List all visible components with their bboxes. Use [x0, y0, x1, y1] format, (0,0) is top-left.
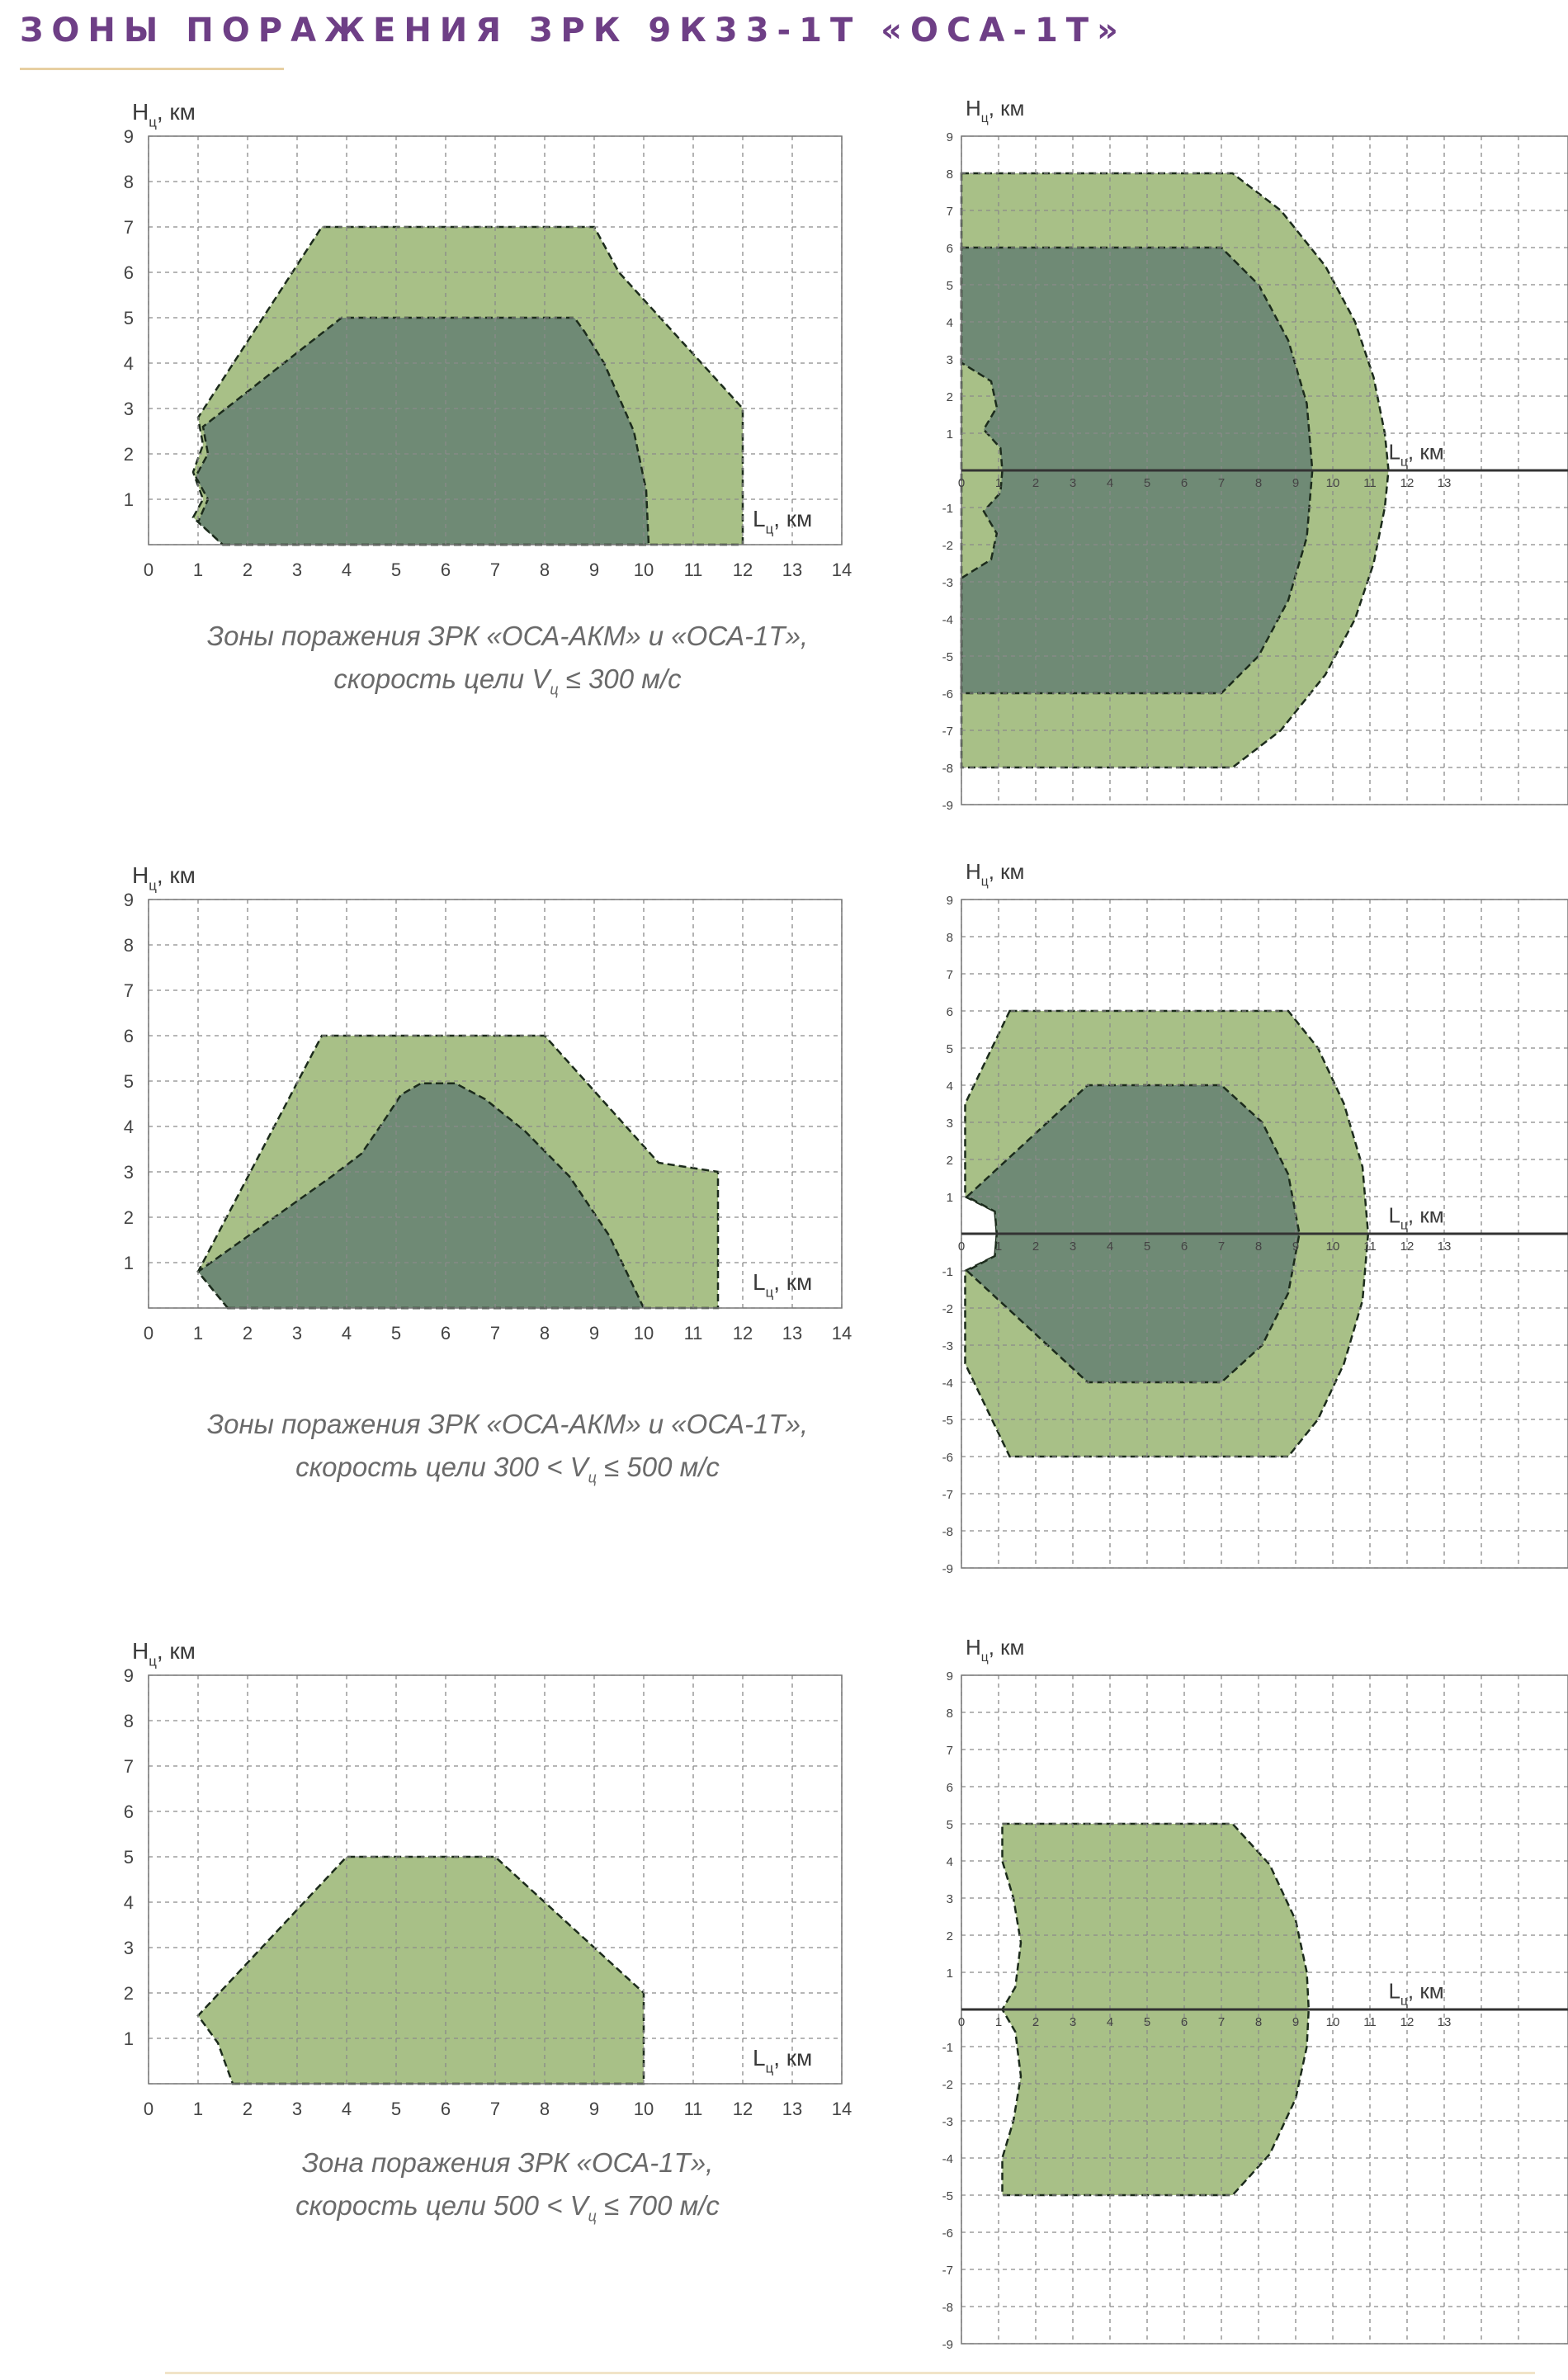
x-tick-label: 2: [1032, 2015, 1040, 2029]
y-tick-label: 2: [946, 1929, 953, 1943]
y-tick-label: 9: [946, 894, 953, 908]
x-tick-label: 2: [1032, 476, 1040, 490]
x-tick-label: 8: [539, 1323, 550, 1343]
y-tick-label: 1: [946, 427, 953, 442]
y-tick-label: -7: [942, 2264, 953, 2278]
chart-horizontal-3: [912, 1630, 1568, 2377]
x-tick-label: 8: [539, 2099, 550, 2119]
y-tick-label: 1: [123, 2028, 134, 2049]
y-tick-label: -9: [942, 2338, 953, 2352]
x-tick-label: 5: [390, 1323, 402, 1343]
caption-3-line2: [107, 2184, 908, 2238]
y-tick-label: 4: [123, 1892, 134, 1913]
y-tick-label: 3: [946, 353, 953, 367]
caption-2-post: ≤ 500 м/с: [596, 1452, 720, 1482]
x-tick-label: 3: [1069, 2015, 1077, 2029]
x-tick-label: 2: [242, 2099, 253, 2119]
y-tick-label: 9: [123, 126, 134, 147]
y-tick-label: 8: [946, 168, 953, 182]
caption-3-pre: скорость цели 500 < V: [295, 2190, 588, 2221]
caption-1-pre: скорость цели V: [333, 663, 550, 694]
y-tick-label: 8: [123, 1711, 134, 1731]
x-tick-label: 4: [1106, 476, 1114, 490]
caption-3-line1: Зона поражения ЗРК «ОСА-1Т»,: [301, 2147, 714, 2178]
x-tick-label: 1: [994, 476, 1003, 490]
x-tick-label: 5: [390, 2099, 402, 2119]
page-title: ЗОНЫ ПОРАЖЕНИЯ ЗРК 9К33-1Т «ОСА-1Т»: [20, 12, 1126, 50]
y-tick-label: 7: [946, 205, 953, 219]
y-tick-label: 8: [946, 1707, 953, 1721]
x-tick-label: 11: [1363, 2015, 1377, 2029]
y-tick-label: 2: [946, 390, 953, 404]
caption-2-line1: Зоны поражения ЗРК «ОСА-АКМ» и «ОСА-1Т»,: [206, 1409, 809, 1439]
y-tick-label: 4: [123, 1117, 134, 1137]
x-tick-label: 14: [831, 2099, 852, 2119]
x-tick-label: 3: [291, 2099, 303, 2119]
y-tick-label: -6: [942, 1451, 953, 1465]
caption-2-line2: [107, 1446, 908, 1499]
y-tick-label: 9: [946, 130, 953, 144]
chart-vertical-3: [107, 1630, 933, 2125]
y-tick-label: -9: [942, 1562, 953, 1576]
caption-1-line1: Зоны поражения ЗРК «ОСА-АКМ» и «ОСА-1Т»,: [206, 621, 809, 651]
x-tick-label: 13: [1437, 1240, 1452, 1254]
caption-3-post: ≤ 700 м/с: [596, 2190, 720, 2221]
x-tick-label: 6: [440, 560, 451, 580]
x-tick-label: 7: [489, 1323, 501, 1343]
y-tick-label: 4: [946, 316, 953, 330]
x-tick-label: 1: [192, 1323, 204, 1343]
y-tick-label: 2: [123, 1207, 134, 1228]
caption-1-post: ≤ 300 м/с: [558, 663, 682, 694]
x-tick-label: 6: [1180, 476, 1188, 490]
x-tick-label: 13: [782, 1323, 803, 1343]
caption-2-pre: скорость цели 300 < V: [295, 1452, 588, 1482]
y-tick-label: 5: [123, 1071, 134, 1092]
y-tick-label: -3: [942, 2115, 953, 2129]
y-tick-label: 7: [123, 980, 134, 1001]
x-tick-label: 12: [732, 560, 753, 580]
x-tick-label: 8: [1254, 1240, 1263, 1254]
x-tick-label: 7: [489, 2099, 501, 2119]
x-tick-label: 7: [1217, 2015, 1226, 2029]
x-tick-label: 1: [192, 2099, 204, 2119]
x-tick-label: 0: [957, 476, 966, 490]
x-tick-label: 1: [994, 1240, 1003, 1254]
x-tick-label: 12: [1400, 476, 1415, 490]
x-tick-label: 1: [994, 2015, 1003, 2029]
caption-3: [107, 2142, 908, 2238]
x-tick-label: 6: [440, 2099, 451, 2119]
x-tick-label: 7: [1217, 1240, 1226, 1254]
y-tick-label: 9: [123, 1665, 134, 1686]
x-tick-label: 12: [732, 1323, 753, 1343]
caption-2: [107, 1403, 908, 1499]
y-tick-label: 3: [123, 1162, 134, 1183]
x-tick-label: 0: [143, 2099, 154, 2119]
x-tick-label: 4: [341, 560, 352, 580]
y-axis-label: $H_ц$, км: [966, 1635, 1025, 1665]
x-tick-label: 11: [683, 1323, 703, 1343]
x-tick-label: 6: [1180, 1240, 1188, 1254]
x-tick-label: 13: [1437, 2015, 1452, 2029]
x-tick-label: 12: [1400, 2015, 1415, 2029]
x-tick-label: 9: [1292, 476, 1300, 490]
y-tick-label: 7: [123, 217, 134, 238]
y-tick-label: 1: [123, 489, 134, 510]
x-tick-label: 9: [588, 1323, 600, 1343]
caption-2-sub: ц: [588, 1469, 597, 1486]
x-tick-label: 9: [1292, 2015, 1300, 2029]
y-tick-label: -8: [942, 2301, 953, 2315]
y-tick-label: 6: [946, 242, 953, 256]
x-axis-label: $L_ц$, км: [753, 506, 813, 537]
y-tick-label: 6: [946, 1781, 953, 1795]
y-tick-label: 4: [946, 1079, 953, 1093]
x-axis-label: $L_ц$, км: [1388, 1202, 1444, 1233]
x-tick-label: 12: [1400, 1240, 1415, 1254]
x-tick-label: 2: [242, 560, 253, 580]
y-tick-label: -3: [942, 576, 953, 590]
x-tick-label: 13: [782, 2099, 803, 2119]
y-tick-label: -2: [942, 2078, 953, 2092]
x-tick-label: 12: [732, 2099, 753, 2119]
y-tick-label: -6: [942, 687, 953, 701]
y-tick-label: -8: [942, 1525, 953, 1539]
y-tick-label: 2: [123, 444, 134, 465]
y-tick-label: -4: [942, 2152, 953, 2166]
y-tick-label: 7: [946, 968, 953, 982]
y-tick-label: 1: [123, 1253, 134, 1273]
x-tick-label: 10: [633, 1323, 654, 1343]
x-tick-label: 11: [1363, 1240, 1377, 1254]
x-tick-label: 0: [143, 1323, 154, 1343]
bottom-rule: [165, 2372, 1535, 2374]
y-tick-label: 5: [946, 1042, 953, 1056]
caption-1: [107, 615, 908, 711]
x-tick-label: 10: [633, 560, 654, 580]
x-tick-label: 11: [683, 560, 703, 580]
x-tick-label: 6: [1180, 2015, 1188, 2029]
y-tick-label: 5: [123, 308, 134, 328]
y-axis-label: $H_ц$, км: [132, 99, 196, 130]
y-tick-label: 2: [946, 1154, 953, 1168]
x-tick-label: 7: [1217, 476, 1226, 490]
x-tick-label: 9: [588, 560, 600, 580]
x-tick-label: 10: [1325, 476, 1340, 490]
x-tick-label: 3: [291, 1323, 303, 1343]
y-tick-label: 7: [123, 1756, 134, 1777]
y-axis-label: $H_ц$, км: [132, 1638, 196, 1669]
x-tick-label: 7: [489, 560, 501, 580]
x-tick-label: 10: [633, 2099, 654, 2119]
y-tick-label: -4: [942, 613, 953, 627]
y-axis-label: $H_ц$, км: [966, 859, 1025, 889]
y-axis-label: $H_ц$, км: [132, 862, 196, 894]
x-tick-label: 0: [957, 2015, 966, 2029]
x-tick-label: 11: [683, 2099, 703, 2119]
x-tick-label: 4: [341, 1323, 352, 1343]
y-tick-label: 4: [946, 1855, 953, 1869]
y-tick-label: -7: [942, 725, 953, 739]
caption-3-sub: ц: [588, 2208, 597, 2225]
y-tick-label: 1: [946, 1967, 953, 1981]
x-tick-label: 9: [1292, 1240, 1300, 1254]
y-tick-label: 6: [123, 1802, 134, 1822]
x-tick-label: 13: [1437, 476, 1452, 490]
y-tick-label: 4: [123, 353, 134, 374]
zone-outer: [198, 1857, 644, 2084]
x-tick-label: 14: [831, 1323, 852, 1343]
y-tick-label: 9: [946, 1669, 953, 1683]
y-tick-label: -8: [942, 762, 953, 776]
x-tick-label: 5: [390, 560, 402, 580]
x-tick-label: 6: [440, 1323, 451, 1343]
y-tick-label: 6: [946, 1005, 953, 1019]
y-tick-label: -5: [942, 650, 953, 664]
x-tick-label: 5: [1143, 476, 1151, 490]
x-tick-label: 1: [192, 560, 204, 580]
x-tick-label: 5: [1143, 1240, 1151, 1254]
y-tick-label: -7: [942, 1488, 953, 1502]
x-tick-label: 8: [1254, 2015, 1263, 2029]
y-tick-label: 8: [946, 931, 953, 945]
x-tick-label: 4: [341, 2099, 352, 2119]
y-tick-label: -1: [942, 502, 953, 516]
y-tick-label: 6: [123, 262, 134, 283]
caption-1-line2: [107, 658, 908, 711]
x-tick-label: 4: [1106, 1240, 1114, 1254]
y-tick-label: -2: [942, 1302, 953, 1316]
x-tick-label: 10: [1325, 2015, 1340, 2029]
x-tick-label: 2: [242, 1323, 253, 1343]
y-tick-label: -2: [942, 539, 953, 553]
x-tick-label: 0: [143, 560, 154, 580]
y-tick-label: -3: [942, 1339, 953, 1353]
y-tick-label: 3: [123, 399, 134, 419]
y-axis-label: $H_ц$, км: [966, 96, 1025, 125]
title-underline: [20, 68, 284, 70]
y-tick-label: 5: [123, 1847, 134, 1868]
chart-vertical-2: [107, 854, 933, 1349]
x-tick-label: 3: [1069, 476, 1077, 490]
y-tick-label: 3: [946, 1892, 953, 1906]
y-tick-label: 5: [946, 1818, 953, 1832]
x-tick-label: 10: [1325, 1240, 1340, 1254]
x-axis-label: $L_ц$, км: [753, 1269, 813, 1301]
y-tick-label: 6: [123, 1026, 134, 1046]
x-tick-label: 13: [782, 560, 803, 580]
x-tick-label: 5: [1143, 2015, 1151, 2029]
x-tick-label: 4: [1106, 2015, 1114, 2029]
y-tick-label: 5: [946, 279, 953, 293]
y-tick-label: -1: [942, 1265, 953, 1279]
y-tick-label: -6: [942, 2227, 953, 2241]
y-tick-label: -9: [942, 799, 953, 813]
x-tick-label: 3: [1069, 1240, 1077, 1254]
x-axis-label: $L_ц$, км: [1388, 1978, 1444, 2009]
y-tick-label: 3: [123, 1938, 134, 1958]
y-tick-label: 1: [946, 1191, 953, 1205]
y-tick-label: -5: [942, 1414, 953, 1428]
chart-vertical-1: [107, 91, 933, 586]
x-axis-label: $L_ц$, км: [1388, 439, 1444, 470]
chart-horizontal-1: [912, 91, 1568, 833]
y-tick-label: 7: [946, 1744, 953, 1758]
chart-horizontal-2: [912, 854, 1568, 1597]
y-tick-label: 8: [123, 935, 134, 956]
x-tick-label: 14: [831, 560, 852, 580]
x-tick-label: 9: [588, 2099, 600, 2119]
x-tick-label: 8: [1254, 476, 1263, 490]
x-axis-label: $L_ц$, км: [753, 2045, 813, 2076]
y-tick-label: 3: [946, 1117, 953, 1131]
y-tick-label: -4: [942, 1377, 953, 1391]
x-tick-label: 2: [1032, 1240, 1040, 1254]
y-tick-label: 9: [123, 890, 134, 910]
y-tick-label: -5: [942, 2189, 953, 2203]
y-tick-label: -1: [942, 2041, 953, 2055]
x-tick-label: 8: [539, 560, 550, 580]
y-tick-label: 2: [123, 1983, 134, 2004]
caption-1-sub: ц: [550, 681, 559, 698]
x-tick-label: 11: [1363, 476, 1377, 490]
x-tick-label: 3: [291, 560, 303, 580]
y-tick-label: 8: [123, 172, 134, 192]
x-tick-label: 0: [957, 1240, 966, 1254]
